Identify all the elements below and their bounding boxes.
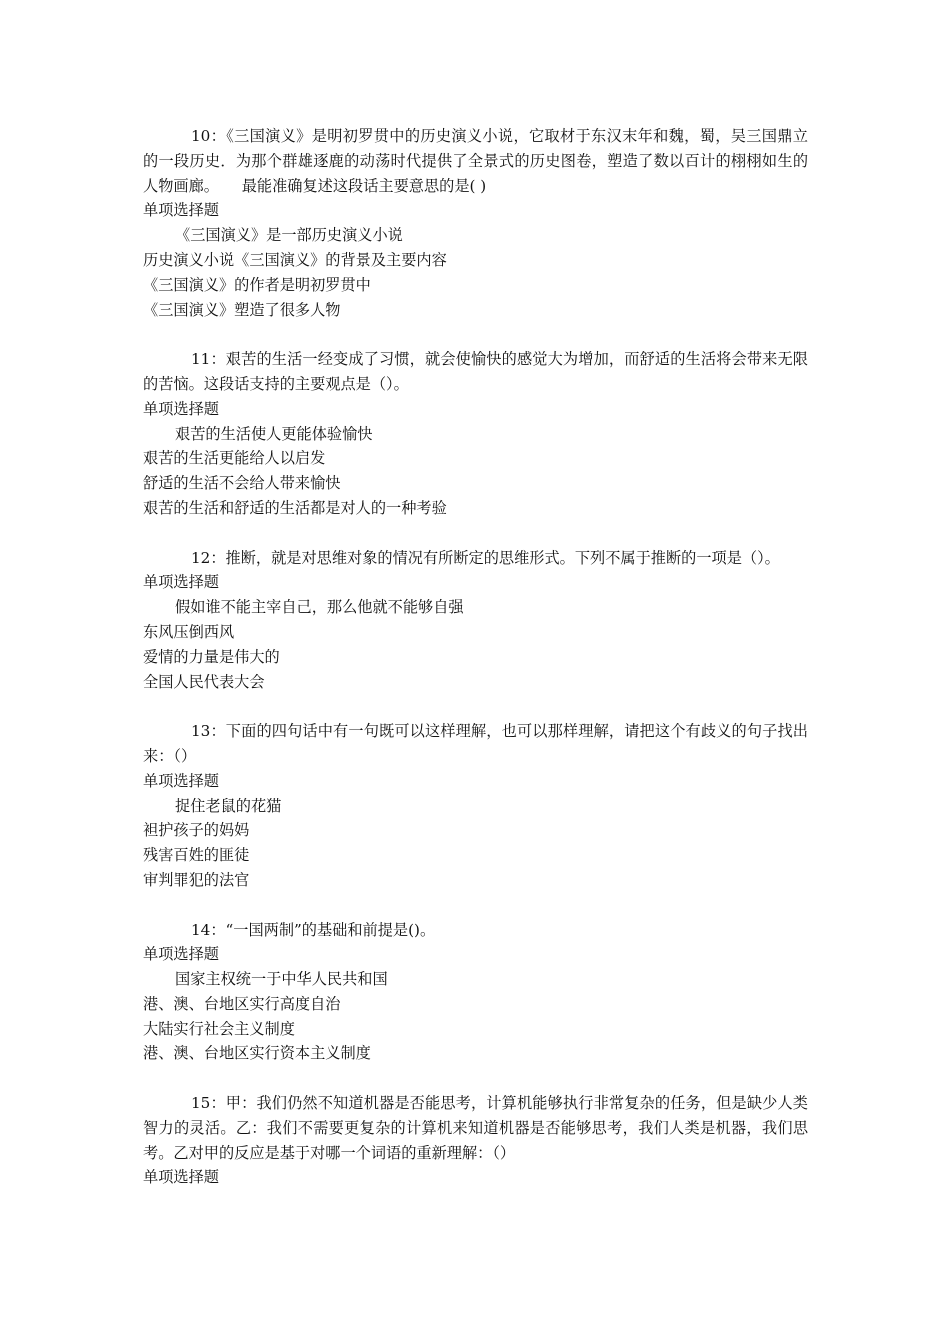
question-13 (143, 719, 808, 893)
question-15 (143, 1091, 808, 1190)
option-c: 残害百姓的匪徒 (143, 846, 250, 865)
option-a: 《三国演义》是一部历史演义小说 (175, 226, 403, 245)
question-type: 单项选择题 (143, 1168, 219, 1187)
option-d: 《三国演义》塑造了很多人物 (143, 300, 341, 319)
option-a: 艰苦的生活使人更能体验愉快 (175, 424, 373, 443)
question-12 (143, 546, 808, 695)
question-stem: 14：“一国两制”的基础和前提是()。 (191, 920, 436, 939)
question-type: 单项选择题 (143, 201, 219, 220)
option-list (143, 595, 808, 694)
question-11 (143, 347, 808, 521)
question-type: 单项选择题 (143, 573, 219, 592)
option-d: 审判罪犯的法官 (143, 870, 250, 889)
question-stem: 13：下面的四句话中有一句既可以这样理解，也可以那样理解，请把这个有歧义的句子找出来：（） (143, 722, 808, 765)
option-a: 假如谁不能主宰自己，那么他就不能够自强 (175, 598, 464, 617)
option-c: 大陆实行社会主义制度 (143, 1019, 295, 1038)
question-10 (143, 124, 808, 322)
option-b: 袒护孩子的妈妈 (143, 821, 250, 840)
option-b: 艰苦的生活更能给人以启发 (143, 449, 326, 468)
question-stem: 12：推断，就是对思维对象的情况有所断定的思维形式。下列不属于推断的一项是（）。 (191, 548, 780, 567)
option-a: 捉住老鼠的花猫 (175, 796, 282, 815)
question-type: 单项选择题 (143, 771, 219, 790)
option-d: 港、澳、台地区实行资本主义制度 (143, 1044, 371, 1063)
option-d: 艰苦的生活和舒适的生活都是对人的一种考验 (143, 498, 447, 517)
document-page (143, 124, 808, 1215)
option-list (143, 794, 808, 893)
question-type: 单项选择题 (143, 945, 219, 964)
question-stem: 10：《三国演义》是明初罗贯中的历史演义小说，它取材于东汉末年和魏，蜀，吴三国鼎立的一段历史．为那个群雄逐鹿的动荡时代提供了全景式的历史图卷，塑造了数以百计的栩栩如生的人物画廊。 最能准确复述这段话主要意思的是( ) (143, 127, 808, 195)
option-c: 《三国演义》的作者是明初罗贯中 (143, 275, 371, 294)
question-type: 单项选择题 (143, 399, 219, 418)
option-c: 舒适的生活不会给人带来愉快 (143, 474, 341, 493)
option-list (143, 223, 808, 322)
option-list (143, 422, 808, 521)
question-stem: 11：艰苦的生活一经变成了习惯，就会使愉快的感觉大为增加，而舒适的生活将会带来无限的苦恼。这段话支持的主要观点是（）。 (143, 350, 808, 393)
option-c: 爱情的力量是伟大的 (143, 647, 280, 666)
option-d: 全国人民代表大会 (143, 672, 265, 691)
option-b: 历史演义小说《三国演义》的背景及主要内容 (143, 250, 447, 269)
option-list (143, 967, 808, 1066)
option-b: 东风压倒西风 (143, 622, 235, 641)
question-14 (143, 918, 808, 1067)
question-stem: 15：甲：我们仍然不知道机器是否能思考，计算机能够执行非常复杂的任务，但是缺少人类智力的灵活。乙：我们不需要更复杂的计算机来知道机器是否能够思考，我们人类是机器，我们思考。乙对甲的反应是基于对哪一个词语的重新理解：（） (143, 1094, 808, 1162)
option-a: 国家主权统一于中华人民共和国 (175, 970, 388, 989)
option-b: 港、澳、台地区实行高度自治 (143, 994, 341, 1013)
